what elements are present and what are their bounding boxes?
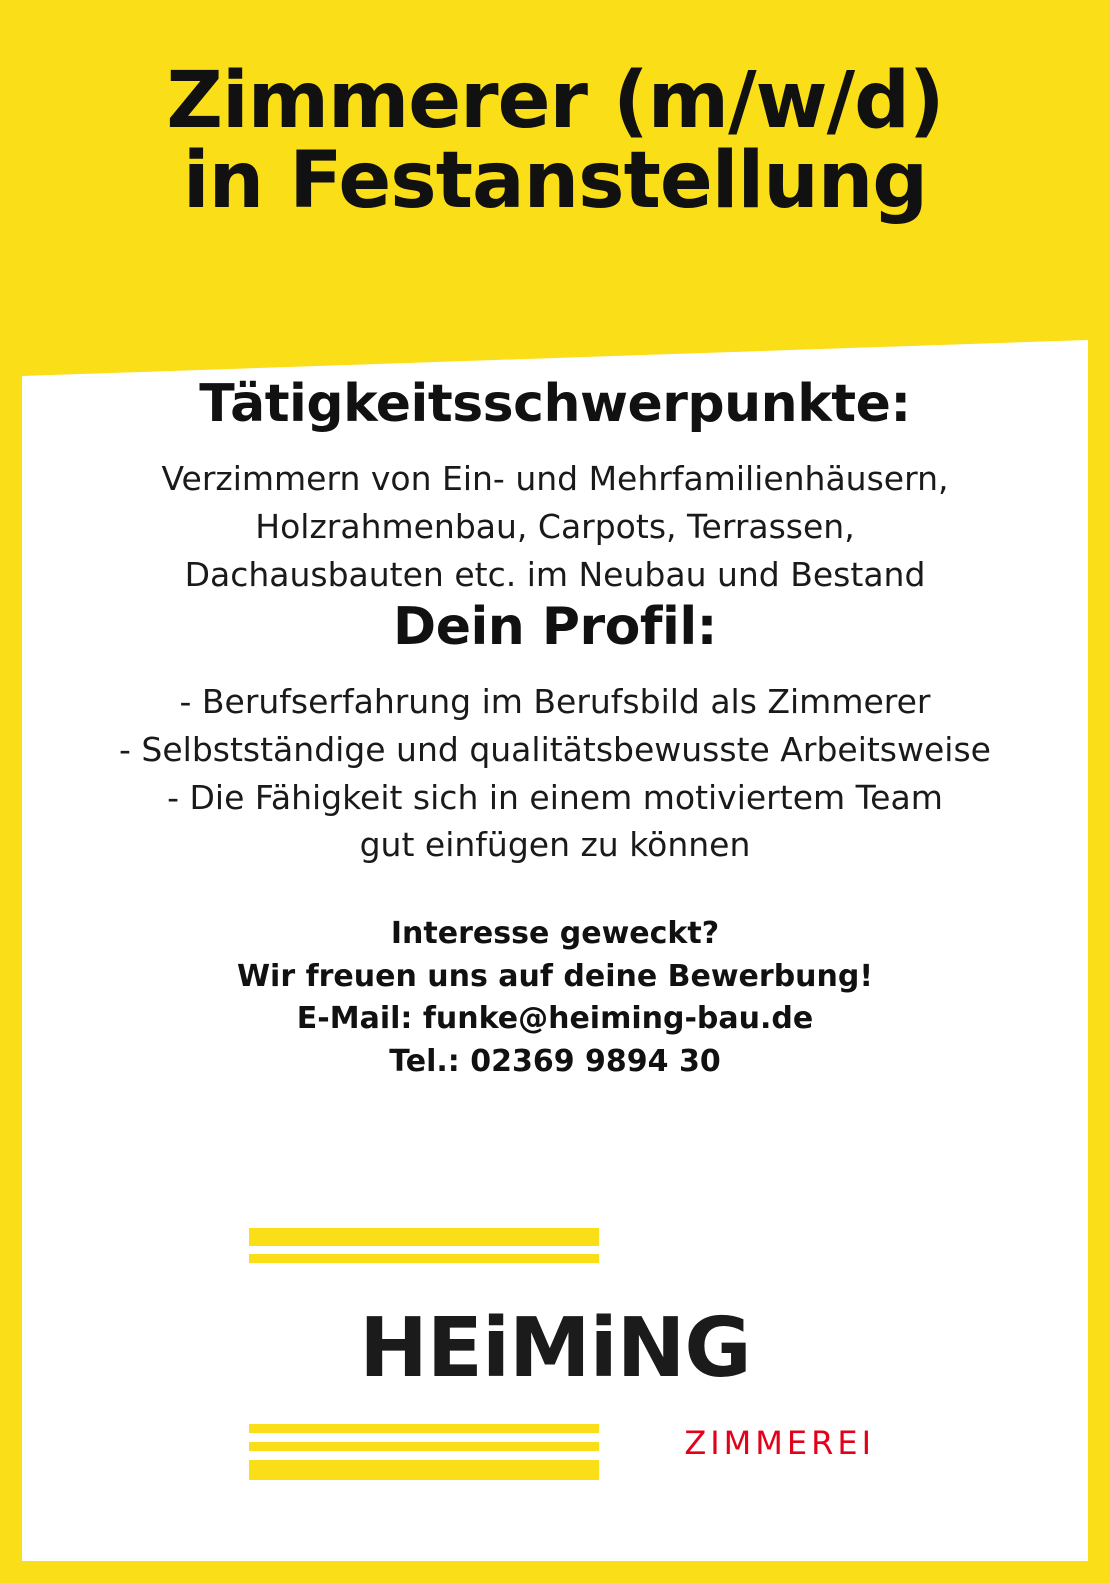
cta-line-interest: Interesse geweckt? <box>390 916 720 952</box>
body-line: Dachausbauten etc. im Neubau und Bestand <box>184 554 926 594</box>
body-line: Holzrahmenbau, Carpots, Terrassen, <box>255 507 855 547</box>
headline-line-2: in Festanstellung <box>182 135 928 226</box>
body-line: - Die Fähigkeit sich in einem motiviertem Team <box>167 777 943 817</box>
contact-phone[interactable]: Tel.: 02369 9894 30 <box>389 1044 721 1080</box>
cta-line-application: Wir freuen uns auf deine Bewerbung! <box>236 958 874 994</box>
page-title <box>0 56 1110 226</box>
logo-bar-top-thick <box>249 1228 599 1246</box>
section-title-taetigkeitsschwerpunkte: Tätigkeitsschwerpunkte: <box>199 374 911 434</box>
logo-bar-bottom-thin-2 <box>249 1442 599 1451</box>
body-line: Verzimmern von Ein- und Mehrfamilienhäusern, <box>161 459 949 499</box>
logo-subtitle: ZIMMEREI <box>684 1424 875 1462</box>
logo-bar-bottom-thick <box>249 1460 599 1480</box>
content-area <box>22 376 1088 1084</box>
logo-wordmark: HEiMiNG <box>359 1301 751 1396</box>
company-logo <box>0 1228 1110 1538</box>
headline-line-1: Zimmerer (m/w/d) <box>166 56 944 146</box>
section-body-taetigkeitsschwerpunkte <box>22 455 1088 599</box>
body-line: gut einfügen zu können <box>359 825 751 865</box>
body-line: - Berufserfahrung im Berufsbild als Zimmerer <box>179 681 931 721</box>
section-body-dein-profil <box>22 678 1088 869</box>
logo-bar-bottom-thin-1 <box>249 1424 599 1433</box>
call-to-action <box>22 913 1088 1083</box>
section-title-dein-profil: Dein Profil: <box>393 596 717 657</box>
logo-bar-top-thin <box>249 1254 599 1263</box>
body-line: - Selbstständige und qualitätsbewusste Arbeitsweise <box>119 729 991 769</box>
contact-email[interactable]: E-Mail: funke@heiming-bau.de <box>296 1001 814 1037</box>
